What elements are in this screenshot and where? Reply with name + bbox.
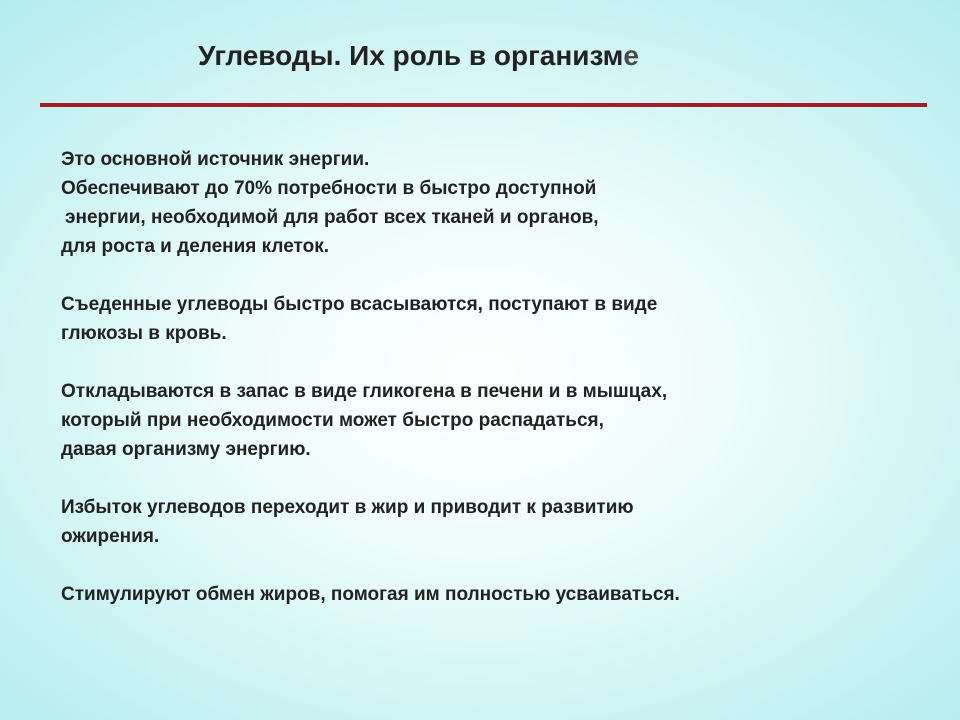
- text-line: энергии, необходимой для работ всех тканей и органов,: [65, 207, 599, 228]
- text-line: Избыток углеводов переходит в жир и приводит к развитию: [61, 497, 634, 518]
- text-line: Откладываются в запас в виде гликогена в печени и в мышцах,: [61, 381, 668, 402]
- text-line: Обеспечивают до 70% потребности в быстро доступной: [61, 178, 597, 199]
- paragraph-absorption: [61, 290, 921, 348]
- text-line: давая организму энергию.: [61, 439, 311, 460]
- text-line: Съеденные углеводы быстро всасываются, поступают в виде: [61, 294, 658, 315]
- paragraph-glycogen: [61, 377, 921, 464]
- text-line: Стимулируют обмен жиров, помогая им полностью усваиваться.: [61, 584, 680, 605]
- slide-title-main: Углеводы. Их роль в организм: [198, 40, 624, 71]
- text-line: который при необходимости может быстро распадаться,: [61, 410, 604, 431]
- text-line: для роста и деления клеток.: [61, 236, 329, 257]
- title-divider: [40, 103, 927, 107]
- text-line: Это основной источник энергии.: [61, 149, 370, 170]
- text-line: ожирения.: [61, 526, 160, 547]
- text-line: глюкозы в кровь.: [61, 323, 227, 344]
- slide-title: [198, 40, 639, 72]
- paragraph-fat-metabolism: [61, 580, 921, 609]
- slide-title-last-letter: е: [623, 40, 639, 71]
- paragraph-obesity: [61, 493, 921, 551]
- slide-body: [61, 145, 921, 638]
- paragraph-energy-source: [61, 145, 921, 261]
